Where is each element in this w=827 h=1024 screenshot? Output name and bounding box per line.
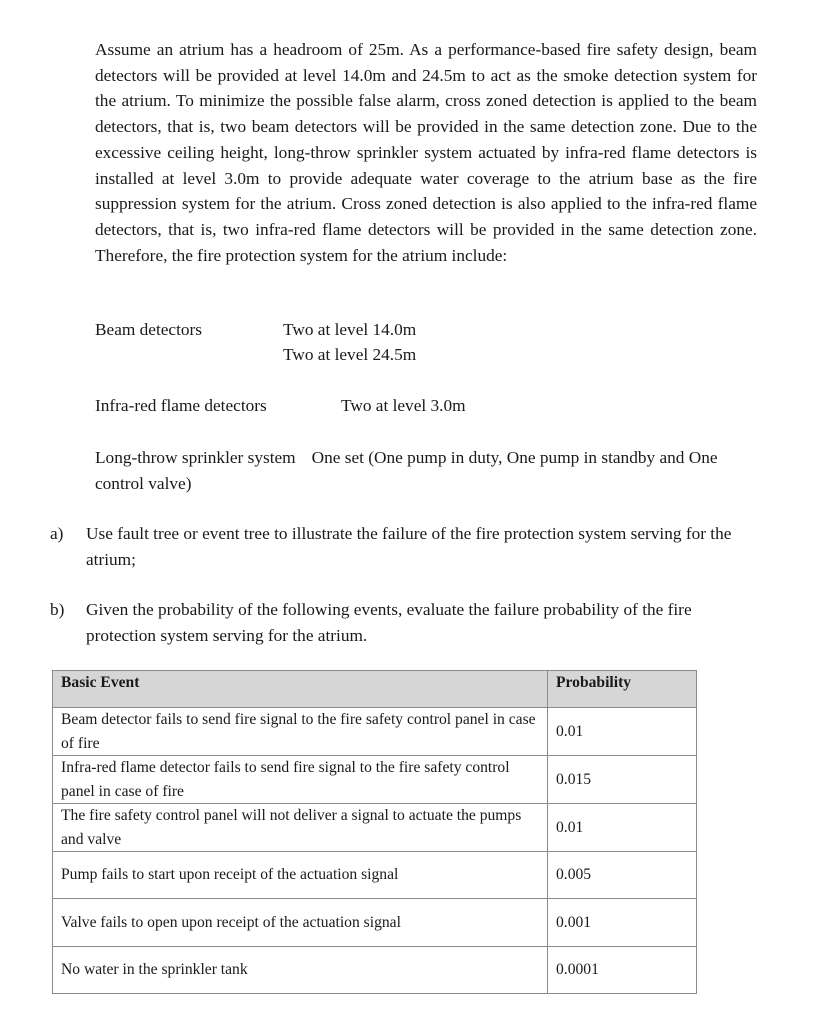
table-row (53, 946, 697, 993)
question-b-letter: b) (50, 600, 65, 619)
beam-detectors-label: Beam detectors (95, 320, 203, 339)
infrared-detectors-value: Two at level 3.0m (341, 396, 466, 415)
event-cell: Valve fails to open upon receipt of the actuation signal (53, 899, 548, 946)
event-cell: Beam detector fails to send fire signal to the fire safety control panel in case of fire (53, 708, 548, 756)
probability-cell: 0.015 (548, 756, 697, 804)
table-row (53, 756, 697, 804)
table-row (53, 852, 697, 899)
table-header-row (53, 671, 697, 708)
sprinkler-system-entry (95, 445, 757, 496)
event-cell: The fire safety control panel will not deliver a signal to actuate the pumps and valve (53, 804, 548, 852)
question-a-letter: a) (50, 524, 64, 543)
event-cell: Infra-red flame detector fails to send fire signal to the fire safety control panel in case of fire (53, 756, 548, 804)
probability-cell: 0.0001 (548, 946, 697, 993)
event-cell: No water in the sprinkler tank (53, 946, 548, 993)
table-row (53, 708, 697, 756)
beam-detectors-value-2: Two at level 24.5m (283, 345, 417, 364)
event-cell: Pump fails to start upon receipt of the actuation signal (53, 852, 548, 899)
sprinkler-system-value: One set (One pump in duty, One pump in standby and One control valve) (95, 448, 718, 493)
header-basic-event: Basic Event (53, 671, 548, 708)
header-probability: Probability (548, 671, 697, 708)
probability-cell: 0.005 (548, 852, 697, 899)
probability-cell: 0.01 (548, 804, 697, 852)
probability-cell: 0.001 (548, 899, 697, 946)
infrared-detectors-label: Infra-red flame detectors (95, 396, 267, 415)
sprinkler-system-label: Long-throw sprinkler system (95, 448, 296, 467)
question-b-text: Given the probability of the following events, evaluate the failure probability of the fire protection system serving for the atrium. (86, 600, 692, 645)
intro-paragraph: Assume an atrium has a headroom of 25m. As a performance-based fire safety design, beam detectors will be provided at level 14.0m and 24.5m to act as the smoke detection system for the atrium. To minimize the possible false alarm, cross zoned detection is applied to the beam detectors, that is, two beam detectors will be provided in the same detection zone. Due to the excessive ceiling height, long-throw sprinkler system actuated by infra-red flame detectors is installed at level 3.0m to provide adequate water coverage to the atrium base as the fire suppression system for the atrium. Cross zoned detection is also applied to the infra-red flame detectors, that is, two infra-red flame detectors will be provided in the same detection zone. Therefore, the fire protection system for the atrium include: (95, 40, 757, 265)
table-row (53, 899, 697, 946)
table-row (53, 804, 697, 852)
probability-table (52, 670, 697, 994)
question-a-text: Use fault tree or event tree to illustrate the failure of the fire protection system serving for the atrium; (86, 524, 732, 569)
beam-detectors-value-1: Two at level 14.0m (283, 320, 417, 339)
probability-cell: 0.01 (548, 708, 697, 756)
